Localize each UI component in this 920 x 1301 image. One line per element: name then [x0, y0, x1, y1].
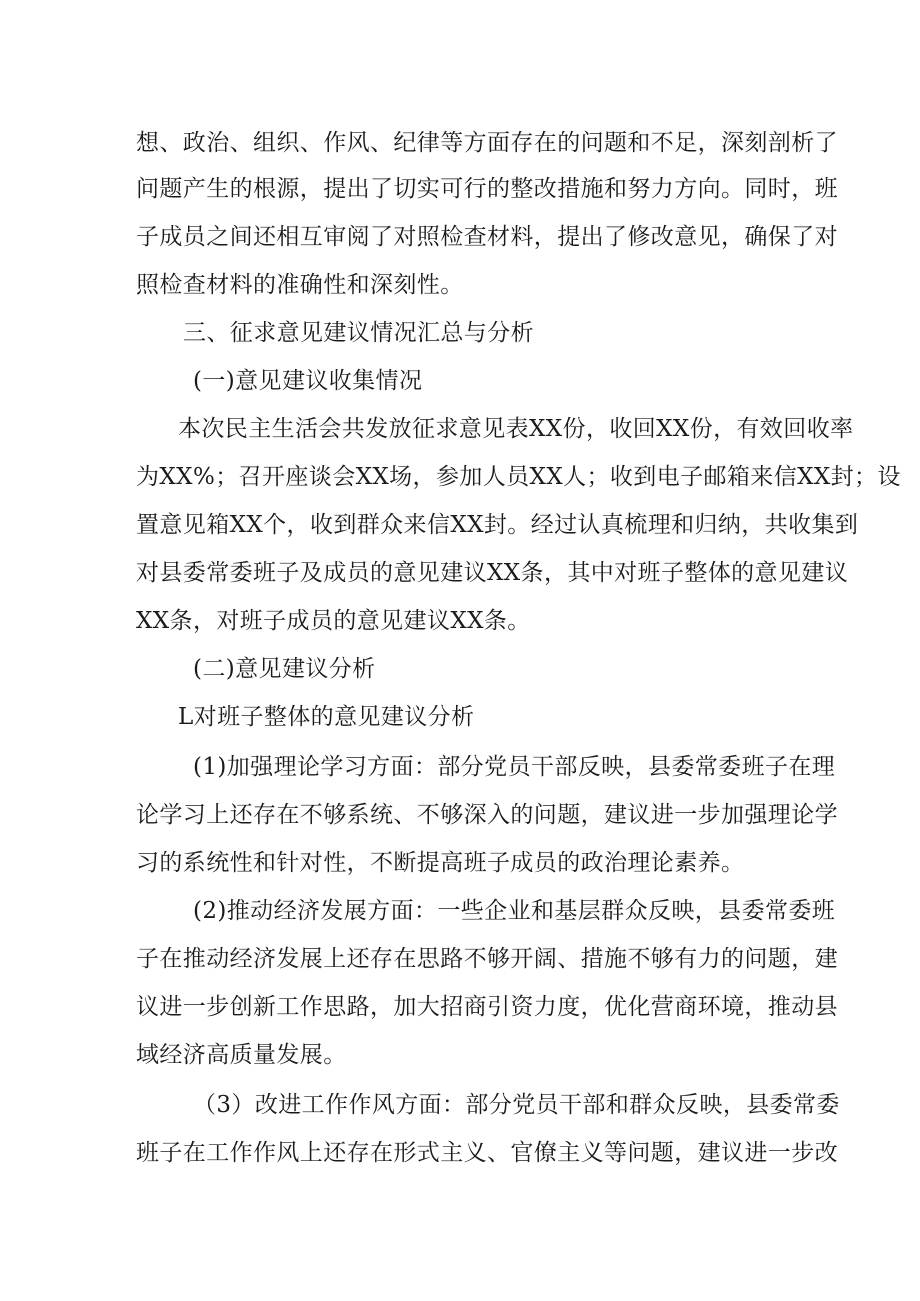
- paragraph-line: XX条，对班子成员的意见建议XX条。: [136, 608, 531, 634]
- section-heading: 三、征求意见建议情况汇总与分析: [183, 320, 534, 346]
- paragraph-line: 问题产生的根源，提出了切实可行的整改措施和努力方向。同时，班: [136, 176, 838, 202]
- paragraph-line: 域经济高质量发展。: [136, 1042, 347, 1068]
- paragraph-line: 置意见箱XX个，收到群众来信XX封。经过认真梳理和归纳，共收集到: [136, 512, 859, 538]
- paragraph-line: 想、政治、组织、作风、纪律等方面存在的问题和不足，深刻剖析了: [136, 130, 838, 156]
- paragraph-line: 班子在工作作风上还存在形式主义、官僚主义等问题，建议进一步改: [136, 1140, 838, 1166]
- paragraph-line: 为XX%；召开座谈会XX场，参加人员XX人；收到电子邮箱来信XX封；设: [136, 464, 901, 490]
- paragraph-line: 对县委常委班子及成员的意见建议XX条，其中对班子整体的意见建议: [136, 560, 849, 586]
- paragraph-line: 照检查材料的准确性和深刻性。: [136, 272, 464, 298]
- paragraph-line: 子在推动经济发展上还存在思路不够开阔、措施不够有力的问题，建: [136, 946, 838, 972]
- paragraph-line: 议进一步创新工作思路，加大招商引资力度，优化营商环境，推动县: [136, 994, 838, 1020]
- paragraph-line: 论学习上还存在不够系统、不够深入的问题，建议进一步加强理论学: [136, 802, 838, 828]
- subsection-heading: L对班子整体的意见建议分析: [178, 704, 475, 730]
- paragraph-line: 子成员之间还相互审阅了对照检查材料，提出了修改意见，确保了对: [136, 224, 838, 250]
- subsection-heading: (一)意见建议收集情况: [193, 368, 423, 394]
- paragraph-line: （3）改进工作作风方面：部分党员干部和群众反映，县委常委: [193, 1092, 840, 1118]
- paragraph-line: 本次民主生活会共发放征求意见表XX份，收回XX份，有效回收率: [178, 416, 854, 442]
- paragraph-line: (2)推动经济发展方面：一些企业和基层群众反映，县委常委班: [193, 898, 836, 924]
- paragraph-line: 习的系统性和针对性，不断提高班子成员的政治理论素养。: [136, 850, 745, 876]
- subsection-heading: (二)意见建议分析: [193, 656, 376, 682]
- paragraph-line: (1)加强理论学习方面：部分党员干部反映，县委常委班子在理: [193, 754, 836, 780]
